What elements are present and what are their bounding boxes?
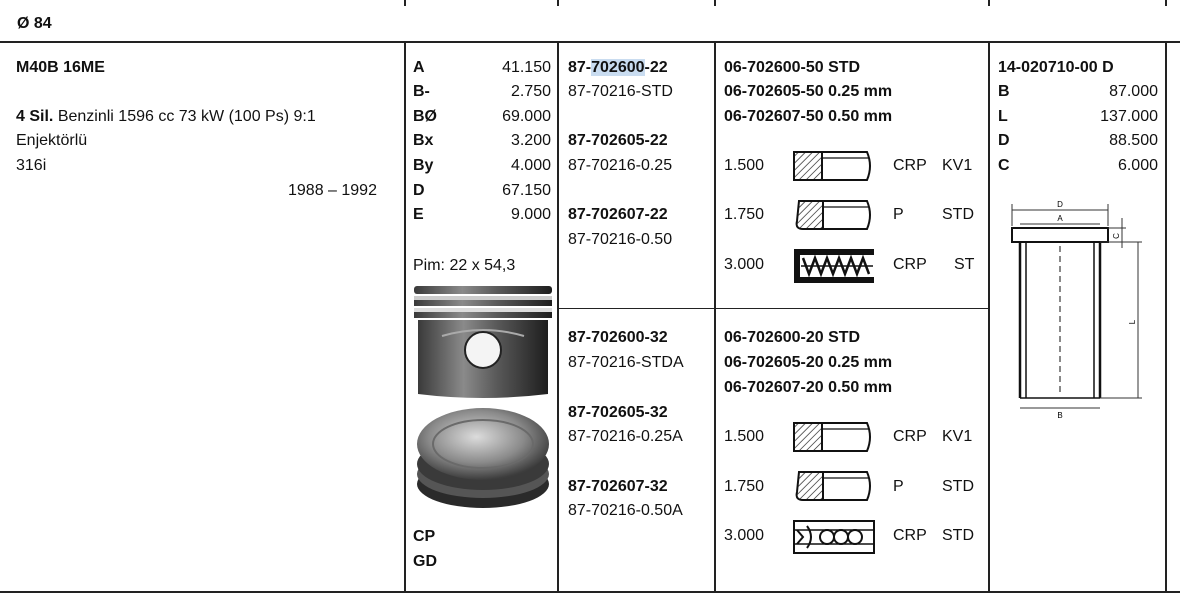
ring-set-number: 06-702605-50 0.25 mm [724,83,893,100]
top-divider-1 [404,0,406,6]
piston-part-number: 87-702605-22 [568,132,668,149]
header-rule [0,41,1180,43]
dim-key: D [413,182,425,199]
piston-part-number [568,58,668,78]
ring-set-number: 06-702607-20 0.50 mm [724,379,893,396]
top-divider-5 [1165,0,1167,6]
ring-material: P [893,478,904,495]
liner-dim-key: L [998,108,1008,125]
piston-code: CP [413,528,436,545]
piston-sub-number: 87-70216-0.25 [568,157,673,174]
ring-material: CRP [893,256,927,273]
part-suffix: -22 [644,59,668,76]
piston-side-image [412,284,554,400]
taper-ring-drawing [793,470,875,502]
liner-dim-value: 88.500 [1109,132,1158,149]
top-divider-2 [557,0,559,6]
ring-material: CRP [893,428,927,445]
top-divider-3 [714,0,716,6]
piston-top-image [412,402,554,512]
compression-ring-drawing [793,421,875,453]
top-divider-4 [988,0,990,6]
liner-drawing [1004,196,1150,428]
ring-type: KV1 [942,428,973,445]
ring-type: STD [942,527,974,544]
ring-width: 3.000 [724,256,765,273]
piston-sub-number: 87-70216-0.50A [568,502,683,519]
bottom-rule [0,591,1180,593]
pin-size: Pim: 22 x 54,3 [413,257,516,274]
liner-dim-key: B [998,83,1010,100]
piston-part-number: 87-702600-32 [568,329,668,346]
ring-material: P [893,206,904,223]
bore-diameter: Ø 84 [17,15,52,32]
ring-type: STD [942,206,974,223]
ring-set-number: 06-702600-50 STD [724,59,861,76]
col-divider-1 [404,41,406,592]
dim-value: 69.000 [502,108,551,125]
injection-type: Enjektörlü [16,132,88,149]
piston-sub-number: 87-70216-STD [568,83,673,100]
piston-part-number: 87-702607-22 [568,206,668,223]
piston-sub-number: 87-70216-0.25A [568,428,683,445]
liner-dim-value: 6.000 [1117,157,1158,174]
col-divider-3 [714,41,716,592]
piston-code: GD [413,553,437,570]
engine-description [16,107,316,127]
production-years: 1988 – 1992 [288,182,377,199]
ring-set-number: 06-702600-20 STD [724,329,861,346]
dim-value: 3.200 [510,132,551,149]
dim-key: B- [413,83,430,100]
diagram-label-a: A [1057,214,1063,223]
oil-ring-drawing [793,248,875,284]
col-divider-4 [988,41,990,592]
cylinder-count: 4 Sil. [16,108,54,125]
ring-width: 1.500 [724,428,765,445]
dim-value: 41.150 [502,59,551,76]
dim-value: 4.000 [510,157,551,174]
liner-dim-key: C [998,157,1010,174]
piston-sub-number: 87-70216-STDA [568,354,684,371]
diagram-label-d: D [1057,200,1063,209]
ring-material: CRP [893,157,927,174]
ring-type: STD [942,478,974,495]
highlighted-part-segment: 702600 [591,59,645,76]
dim-key: Bx [413,132,434,149]
ring-width: 1.750 [724,206,765,223]
ring-width: 1.750 [724,478,765,495]
liner-dim-value: 137.000 [1100,108,1158,125]
dim-value: 67.150 [502,182,551,199]
diagram-label-l: L [1128,319,1137,325]
taper-ring-drawing [793,199,875,231]
dim-value: 9.000 [510,206,551,223]
dim-key: A [413,59,425,76]
engine-spec: Benzinli 1596 cc 73 kW (100 Ps) 9:1 [57,108,316,125]
col-divider-5 [1165,41,1167,592]
liner-dim-value: 87.000 [1109,83,1158,100]
engine-code: M40B 16ME [16,59,105,76]
ring-width: 3.000 [724,527,765,544]
piston-part-number: 87-702605-32 [568,404,668,421]
ring-type: ST [954,256,975,273]
col-divider-2 [557,41,559,592]
piston-sub-number: 87-70216-0.50 [568,231,673,248]
ring-set-number: 06-702607-50 0.50 mm [724,108,893,125]
part-prefix: 87- [568,59,592,76]
ring-width: 1.500 [724,157,765,174]
dim-key: By [413,157,434,174]
ring-type: KV1 [942,157,973,174]
dim-value: 2.750 [510,83,551,100]
compression-ring-drawing [793,150,875,182]
ring-material: CRP [893,527,927,544]
diagram-label-b: B [1057,411,1063,420]
piston-part-number: 87-702607-32 [568,478,668,495]
vehicle-model: 316i [16,157,47,174]
liner-dim-key: D [998,132,1010,149]
oil-ring-drawing [793,520,875,554]
diagram-label-c: C [1112,233,1121,239]
ring-set-number: 06-702605-20 0.25 mm [724,354,893,371]
dim-key: BØ [413,108,437,125]
dim-key: E [413,206,424,223]
middle-rule [557,308,989,309]
liner-part-number: 14-020710-00 D [998,59,1114,76]
